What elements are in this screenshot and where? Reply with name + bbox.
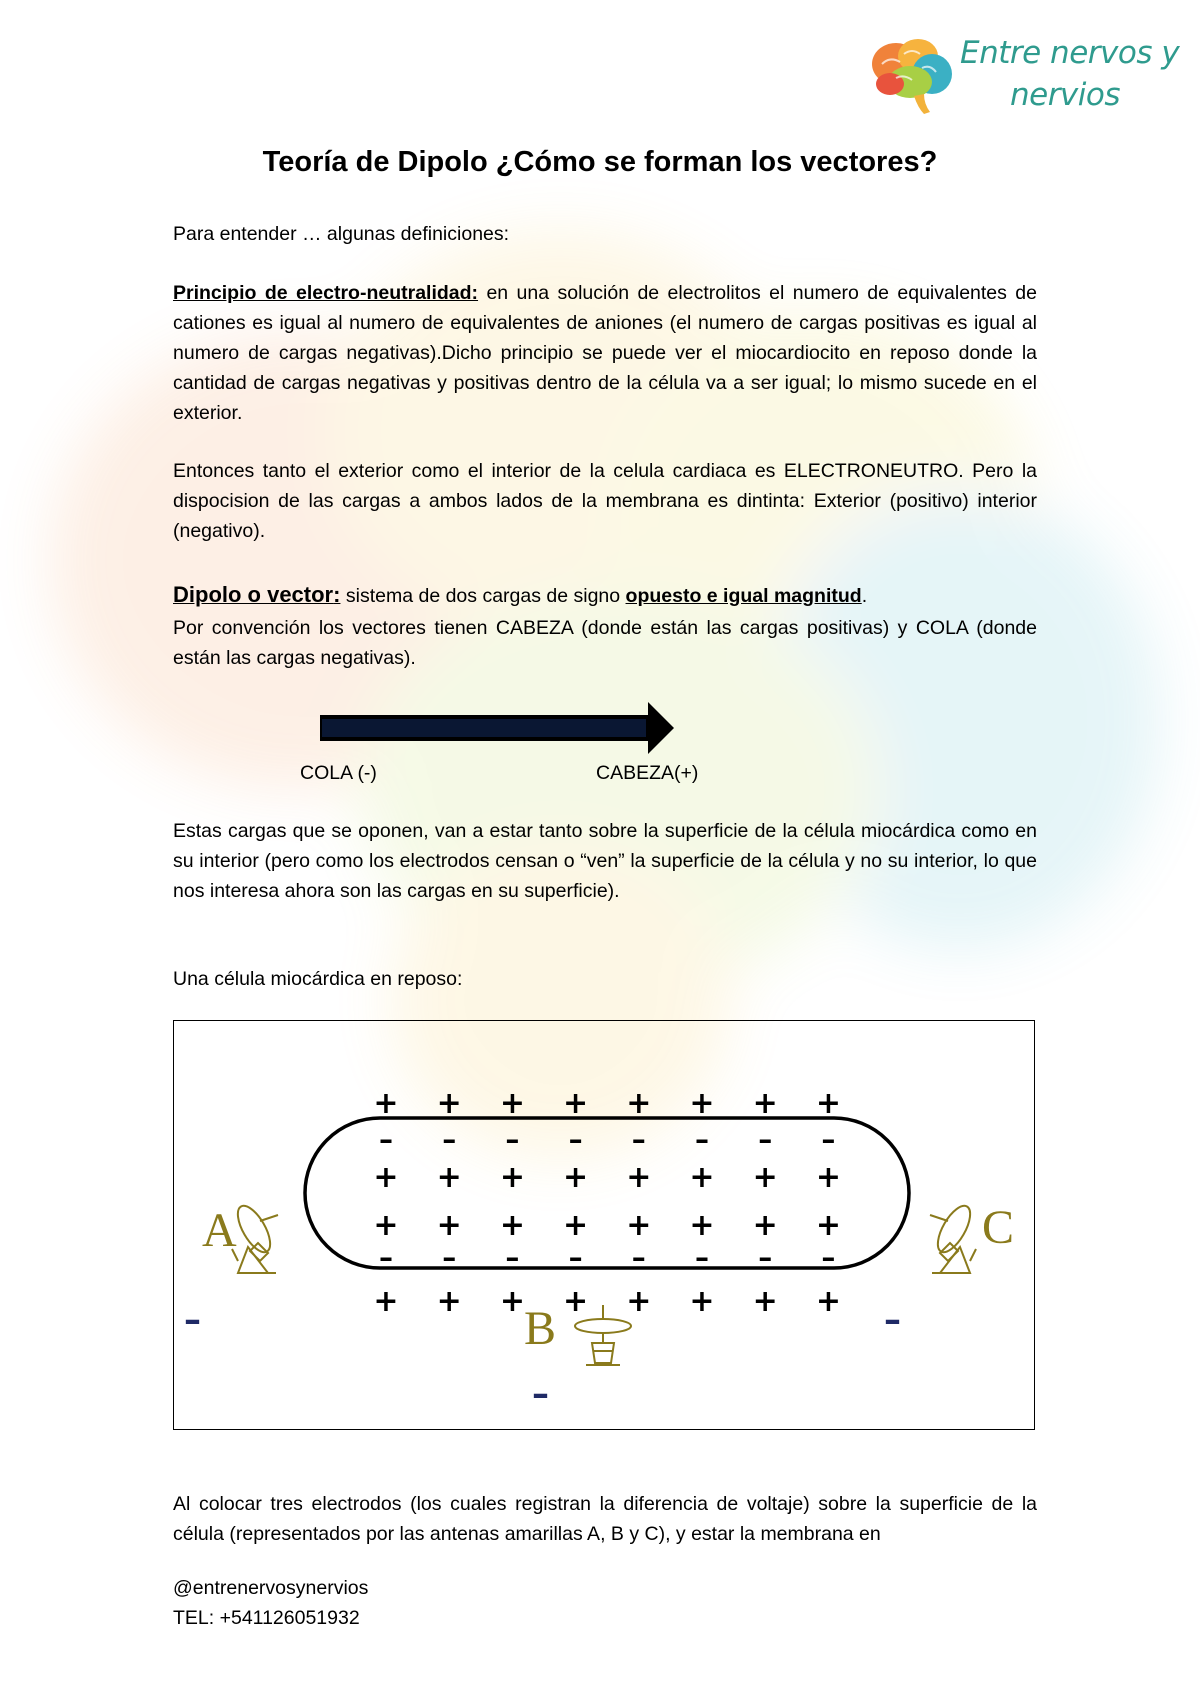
interior-plus-upper-6: +	[689, 1160, 715, 1195]
outer-top-plus-8: +	[815, 1086, 841, 1121]
interior-plus-lower-7: +	[752, 1208, 778, 1243]
term-dipole: Dipolo o vector	[173, 582, 334, 607]
electrode-b-label: B	[524, 1302, 557, 1355]
electrode-a-label: A	[202, 1204, 237, 1257]
antenna-a-icon	[231, 1201, 278, 1273]
electroneutrality-definition: en una solución de electrolitos el numero de equivalentes de cationes es igual al numero de equivalentes de aniones (el numero de cargas positivas es igual al numero de cargas negativas).Dicho principio se puede ver el miocardiocito en reposo donde la cantidad de cargas negativas y positivas dentro de la célula va a ser igual; lo mismo sucede en el exterior.	[173, 282, 1037, 424]
interior-plus-lower-2: +	[436, 1208, 462, 1243]
inner-top-minus-4: –	[568, 1123, 583, 1156]
dipole-emphasis: opuesto e igual magnitud	[625, 585, 862, 607]
interior-plus-lower-8: +	[815, 1208, 841, 1243]
brain-icon	[868, 34, 958, 118]
outer-bottom-plus-1: +	[373, 1284, 399, 1319]
inner-top-minus-5: –	[631, 1123, 646, 1156]
outer-top-plus-1: +	[373, 1086, 399, 1121]
interior-plus-upper-2: +	[436, 1160, 462, 1195]
brand-line-1: Entre nervos y	[960, 35, 1180, 71]
outer-top-plus-4: +	[563, 1086, 589, 1121]
minus-sign-b: –	[532, 1374, 549, 1414]
inner-bottom-minus-6: –	[695, 1241, 709, 1274]
outer-bottom-plus-2: +	[436, 1284, 462, 1319]
interior-plus-upper-8: +	[815, 1160, 841, 1195]
brand-logo	[868, 28, 1180, 118]
outer-top-plus-7: +	[752, 1086, 778, 1121]
arrow-tail-label: COLA (-)	[300, 762, 377, 784]
outer-bottom-plus-4: +	[563, 1284, 589, 1319]
outer-bottom-plus-7: +	[752, 1284, 778, 1319]
interior-plus-lower-3: +	[499, 1208, 525, 1243]
outer-top-plus-2: +	[436, 1086, 462, 1121]
inner-top-minus-2: –	[442, 1123, 457, 1156]
inner-bottom-minus-7: –	[758, 1241, 773, 1274]
minus-sign-c: –	[884, 1300, 901, 1340]
inner-bottom-minus-3: –	[505, 1241, 520, 1274]
inner-top-minus-1: –	[379, 1123, 393, 1156]
inner-bottom-minus-5: –	[631, 1241, 646, 1274]
interior-plus-lower-1: +	[373, 1208, 399, 1243]
vector-arrow	[312, 700, 682, 756]
interior-plus-upper-4: +	[563, 1160, 589, 1195]
resting-cell-diagram	[173, 1020, 1035, 1430]
term-dipole-colon: :	[333, 582, 341, 607]
interior-plus-upper-7: +	[752, 1160, 778, 1195]
interior-plus-lower-5: +	[626, 1208, 652, 1243]
paragraph-electrodes: Al colocar tres electrodos (los cuales registran la diferencia de voltaje) sobre la superficie de la célula (representados por las antenas amarillas A, B y C), y estar la membrana en	[173, 1493, 1037, 1545]
paragraph-dipole	[173, 578, 1037, 673]
footer-handle: @entrenervosynervios	[173, 1577, 369, 1599]
inner-bottom-minus-2: –	[442, 1241, 457, 1274]
interior-plus-upper-3: +	[499, 1160, 525, 1195]
intro-line: Para entender … algunas definiciones:	[173, 223, 510, 245]
inner-top-minus-8: –	[821, 1123, 836, 1156]
outer-top-plus-6: +	[689, 1086, 715, 1121]
inner-bottom-minus-1: –	[379, 1241, 393, 1274]
interior-plus-upper-5: +	[626, 1160, 652, 1195]
inner-top-minus-7: –	[758, 1123, 773, 1156]
outer-bottom-plus-3: +	[499, 1284, 525, 1319]
electrode-c-label: C	[982, 1201, 1015, 1254]
figure-caption: Una célula miocárdica en reposo:	[173, 968, 463, 990]
dipole-definition-a: sistema de dos cargas de signo	[340, 585, 626, 607]
paragraph-electroneutrality	[173, 278, 1037, 428]
inner-bottom-minus-8: –	[821, 1241, 836, 1274]
minus-sign-a: –	[184, 1300, 201, 1340]
outer-top-plus-5: +	[626, 1086, 652, 1121]
inner-top-minus-3: –	[505, 1123, 520, 1156]
inner-top-minus-6: –	[695, 1123, 709, 1156]
footer-phone: TEL: +541126051932	[173, 1607, 360, 1629]
interior-plus-lower-6: +	[689, 1208, 715, 1243]
outer-top-plus-3: +	[499, 1086, 525, 1121]
dipole-convention: Por convención los vectores tienen CABEZA (donde están las cargas positivas) y COLA (donde están las cargas negativas).	[173, 617, 1037, 669]
outer-bottom-plus-5: +	[626, 1284, 652, 1319]
outer-bottom-plus-8: +	[815, 1284, 841, 1319]
brand-line-2: nervios	[1009, 77, 1121, 113]
dipole-definition-b: .	[861, 585, 868, 607]
interior-plus-lower-4: +	[563, 1208, 589, 1243]
cell-diagram-svg	[174, 1021, 1036, 1431]
term-electroneutrality: Principio de electro-neutralidad:	[173, 282, 479, 304]
paragraph-surface-charges: Estas cargas que se oponen, van a estar tanto sobre la superficie de la célula miocárdica como en su interior (pero como los electrodos censan o “ven” la superficie de la célula y no su interior, lo que nos interesa ahora son las cargas en su superficie).	[173, 820, 1037, 902]
outer-bottom-plus-6: +	[689, 1284, 715, 1319]
paragraph-electroneutral: Entonces tanto el exterior como el interior de la celula cardiaca es ELECTRONEUTRO. Pero la dispocision de las cargas a ambos lados de la membrana es dintinta: Exterior (positivo) interior (negativo).	[173, 460, 1037, 542]
interior-plus-upper-1: +	[373, 1160, 399, 1195]
antenna-c-icon	[930, 1201, 977, 1273]
inner-bottom-minus-4: –	[568, 1241, 583, 1274]
page-title: Teoría de Dipolo ¿Cómo se forman los vectores?	[262, 146, 938, 178]
arrow-head-label: CABEZA(+)	[596, 762, 699, 784]
